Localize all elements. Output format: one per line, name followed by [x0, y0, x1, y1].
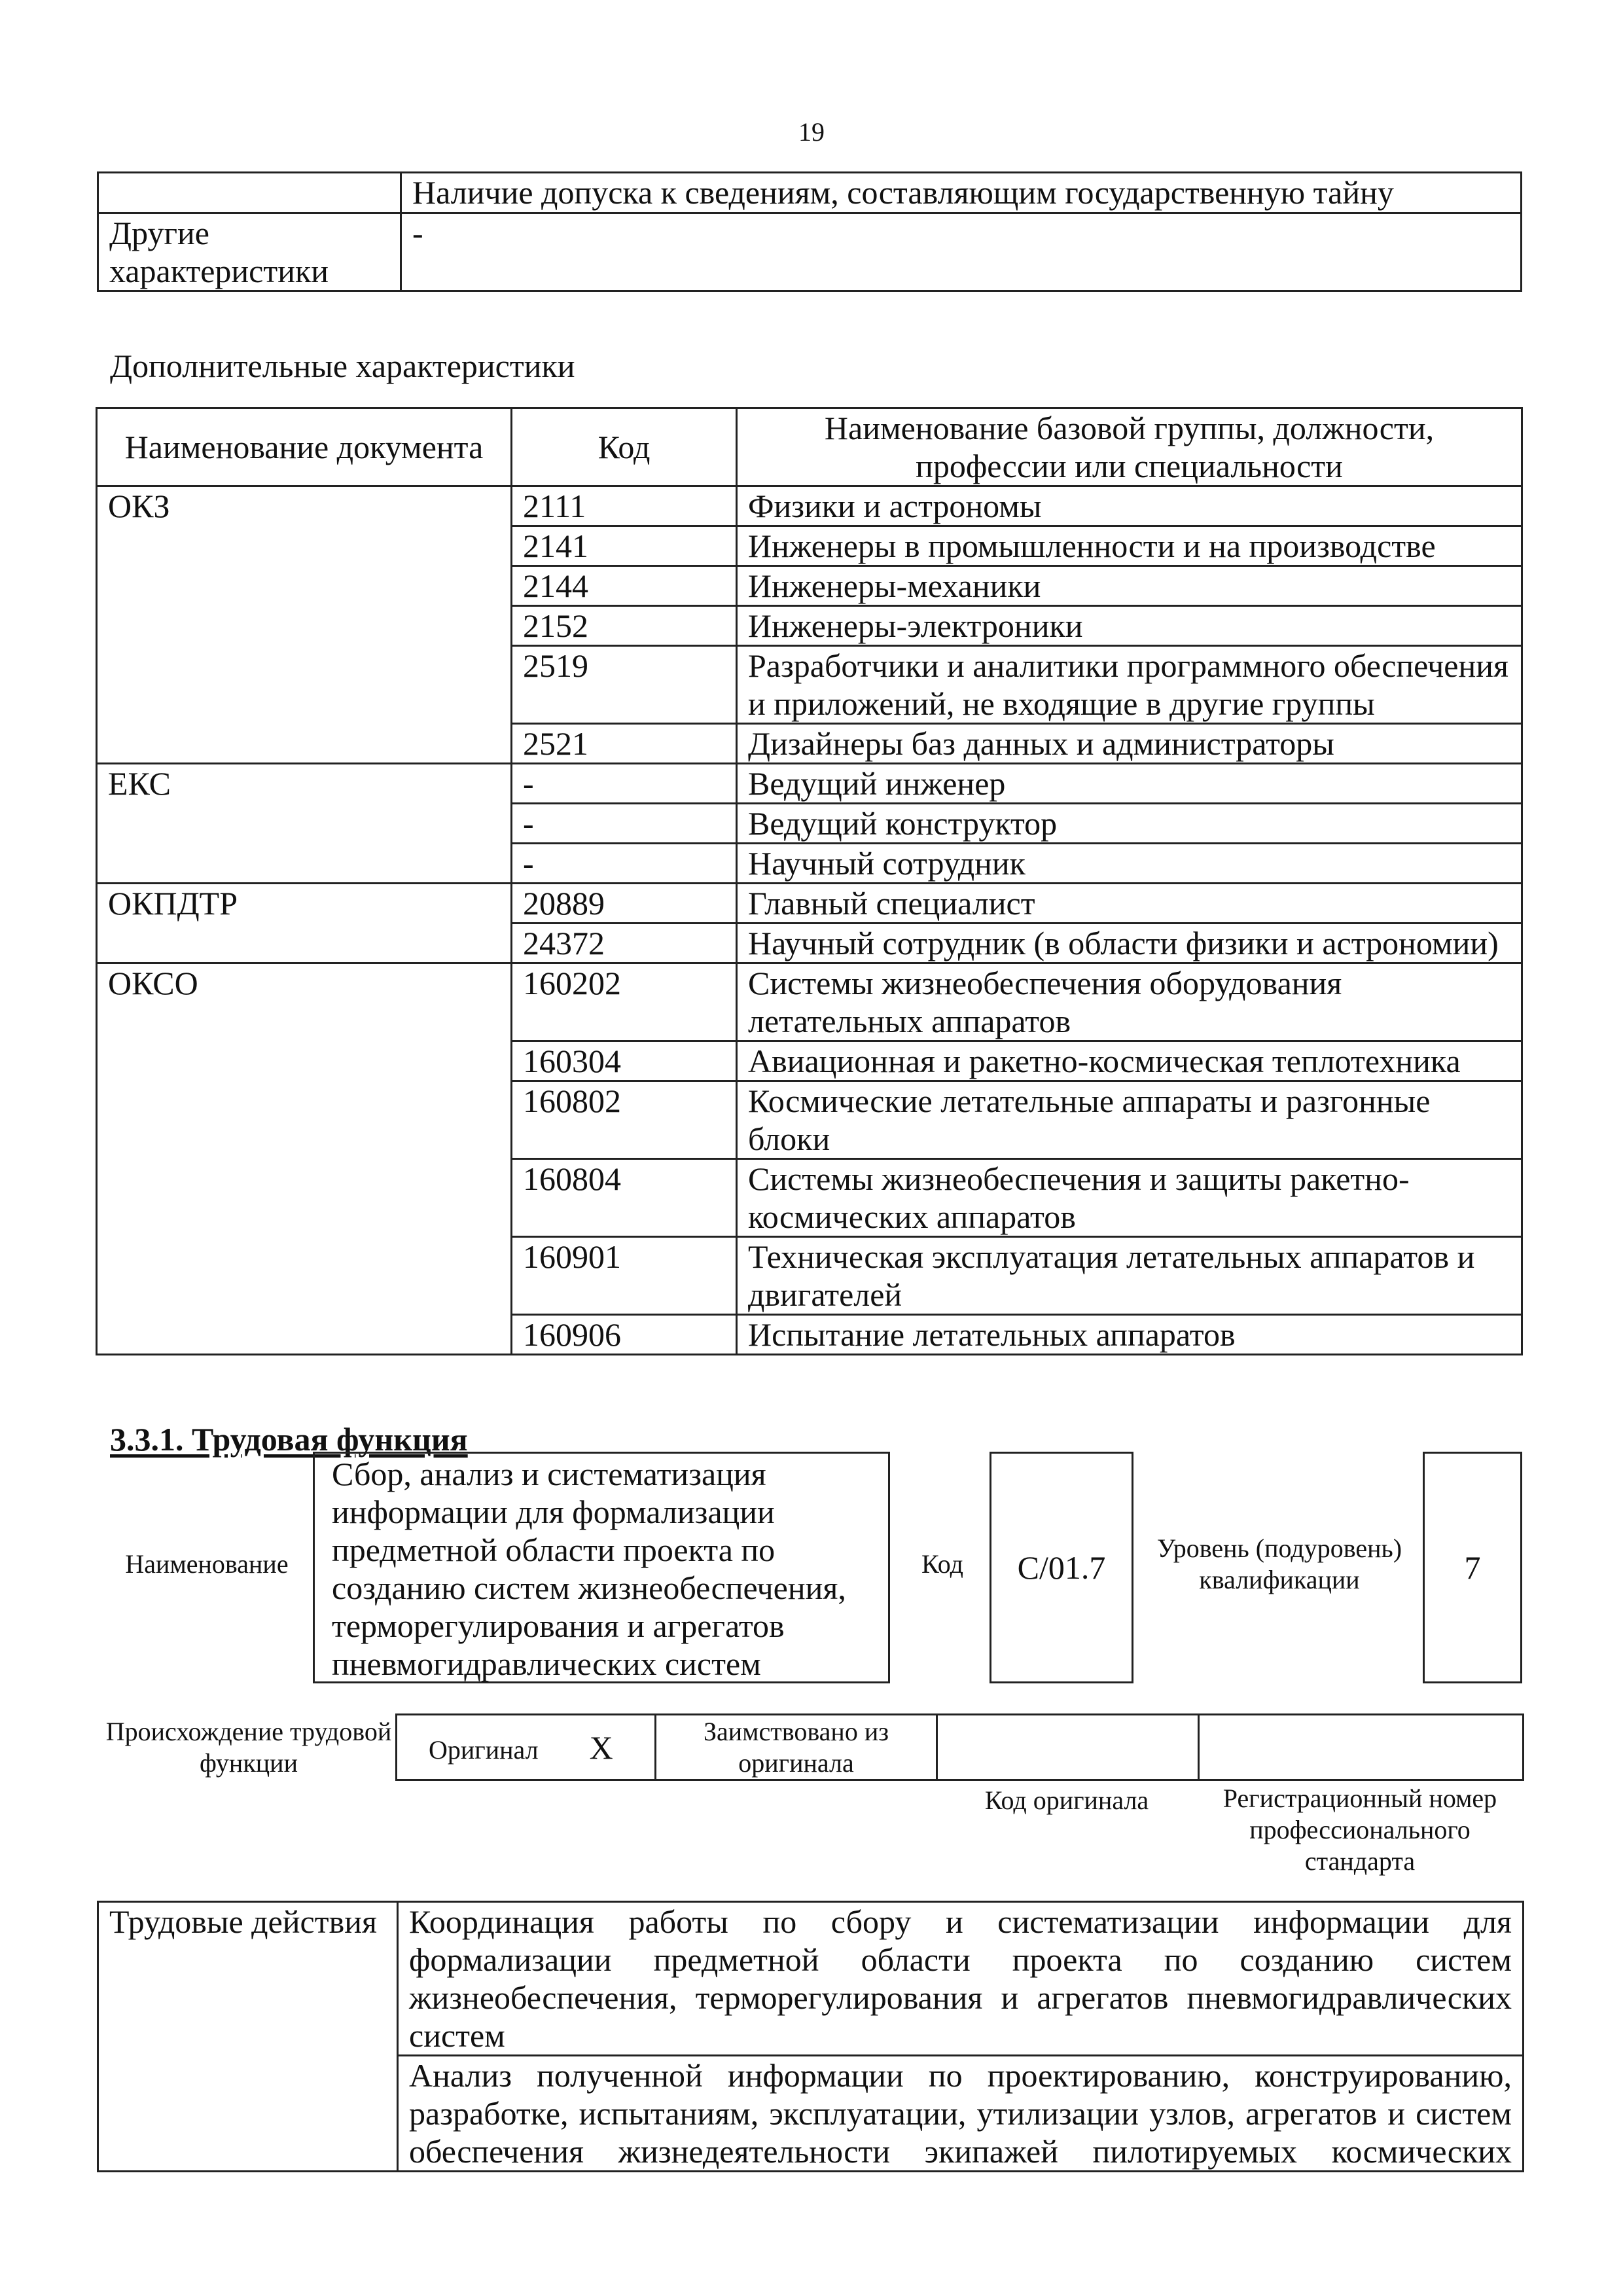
code-cell: 160202 [512, 963, 737, 1041]
group-name-cell: Ведущий конструктор [737, 804, 1522, 844]
code-cell: 2519 [512, 646, 737, 724]
labour-action-item: Анализ полученной информации по проектированию, конструированию, разработке, испытаниям, эксплуатации, утилизации узлов, агрегатов и систем обеспечения жизнедеятельности экипажей пилотируемых космических [398, 2056, 1524, 2172]
original-label: Оригинал [429, 1734, 539, 1765]
additional-characteristics-table [96, 407, 1523, 1355]
function-name-label: Наименование [125, 1549, 289, 1579]
table-row [98, 1902, 1524, 2056]
original-code-cell [937, 1715, 1199, 1780]
original-mark: X [589, 1729, 613, 1766]
code-cell: 2521 [512, 724, 737, 764]
code-cell: 2152 [512, 606, 737, 646]
group-name-cell: Ведущий инженер [737, 764, 1522, 804]
original-code-caption: Код оригинала [984, 1785, 1149, 1815]
code-cell: 160804 [512, 1159, 737, 1237]
level-value: 7 [1464, 1549, 1481, 1586]
page-number: 19 [798, 117, 825, 147]
other-characteristics-value: - [401, 213, 1522, 291]
original-cell [397, 1715, 656, 1780]
origin-label: Происхождение трудовой функции [105, 1717, 392, 1778]
group-name-cell: Физики и астрономы [737, 486, 1522, 526]
group-name-cell: Инженеры в промышленности и на производстве [737, 526, 1522, 566]
group-name-cell: Системы жизнеобеспечения и защиты ракетно-космических аппаратов [737, 1159, 1522, 1237]
code-cell: - [512, 764, 737, 804]
level-box [1423, 1452, 1522, 1683]
code-box [990, 1452, 1133, 1683]
group-name-cell: Космические летательные аппараты и разгонные блоки [737, 1081, 1522, 1159]
additional-heading: Дополнительные характеристики [110, 348, 575, 384]
function-name-box [313, 1452, 890, 1683]
group-name-cell: Системы жизнеобеспечения оборудования летательных аппаратов [737, 963, 1522, 1041]
header-code: Код [512, 408, 737, 486]
group-name-cell: Техническая эксплуатация летательных аппаратов и двигателей [737, 1237, 1522, 1315]
header-document: Наименование документа [97, 408, 512, 486]
header-group-name: Наименование базовой группы, должности, профессии или специальности [737, 408, 1522, 486]
table-row [97, 486, 1522, 526]
other-characteristics-table [97, 171, 1522, 292]
code-value: С/01.7 [1017, 1549, 1106, 1586]
borrowed-label: Заимствовано из оригинала [703, 1716, 889, 1778]
document-cell: ОКПДТР [97, 884, 512, 963]
code-cell: 2144 [512, 566, 737, 606]
origin-table [395, 1713, 1524, 1781]
borrowed-cell [656, 1715, 937, 1780]
code-cell: 160802 [512, 1081, 737, 1159]
group-name-cell: Научный сотрудник (в области физики и астрономии) [737, 924, 1522, 963]
code-cell: 2111 [512, 486, 737, 526]
labour-action-item: Координация работы по сбору и систематизации информации для формализации предметной области проекта по созданию систем жизнеобеспечения, терморегулирования и агрегатов пневмогидравлических систем [398, 1902, 1524, 2056]
code-label: Код [921, 1549, 963, 1579]
function-name-value: Сбор, анализ и систематизация информации для формализации предметной области проекта по созданию систем жизнеобеспечения, терморегулирования и агрегатов пневмогидравлических систем [332, 1456, 846, 1682]
code-cell: 160304 [512, 1041, 737, 1081]
group-name-cell: Испытание летательных аппаратов [737, 1315, 1522, 1355]
code-cell: - [512, 804, 737, 844]
empty-cell [98, 173, 401, 213]
document-cell: ОКЗ [97, 486, 512, 764]
group-name-cell: Инженеры-механики [737, 566, 1522, 606]
table-row [97, 963, 1522, 1041]
code-cell: 160901 [512, 1237, 737, 1315]
table-row [97, 884, 1522, 924]
code-cell: 160906 [512, 1315, 737, 1355]
group-name-cell: Главный специалист [737, 884, 1522, 924]
secrecy-clearance-text: Наличие допуска к сведениям, составляющим государственную тайну [401, 173, 1522, 213]
level-label: Уровень (подуровень) квалификации [1156, 1534, 1402, 1594]
group-name-cell: Научный сотрудник [737, 844, 1522, 884]
labour-actions-label: Трудовые действия [98, 1902, 398, 2172]
group-name-cell: Инженеры-электроники [737, 606, 1522, 646]
registration-number-caption: Регистрационный номер профессионального стандарта [1222, 1784, 1497, 1876]
code-cell: - [512, 844, 737, 884]
document-cell: ОКСО [97, 963, 512, 1355]
other-characteristics-label: Другие характеристики [98, 213, 401, 291]
registration-number-cell [1199, 1715, 1524, 1780]
group-name-cell: Разработчики и аналитики программного обеспечения и приложений, не входящие в другие группы [737, 646, 1522, 724]
document-cell: ЕКС [97, 764, 512, 884]
group-name-cell: Дизайнеры баз данных и администраторы [737, 724, 1522, 764]
function-heading: 3.3.1. Трудовая функция [110, 1421, 468, 1458]
group-name-cell: Авиационная и ракетно-космическая теплотехника [737, 1041, 1522, 1081]
code-cell: 20889 [512, 884, 737, 924]
labour-actions-table [97, 1901, 1524, 2172]
code-cell: 24372 [512, 924, 737, 963]
table-row [97, 764, 1522, 804]
code-cell: 2141 [512, 526, 737, 566]
